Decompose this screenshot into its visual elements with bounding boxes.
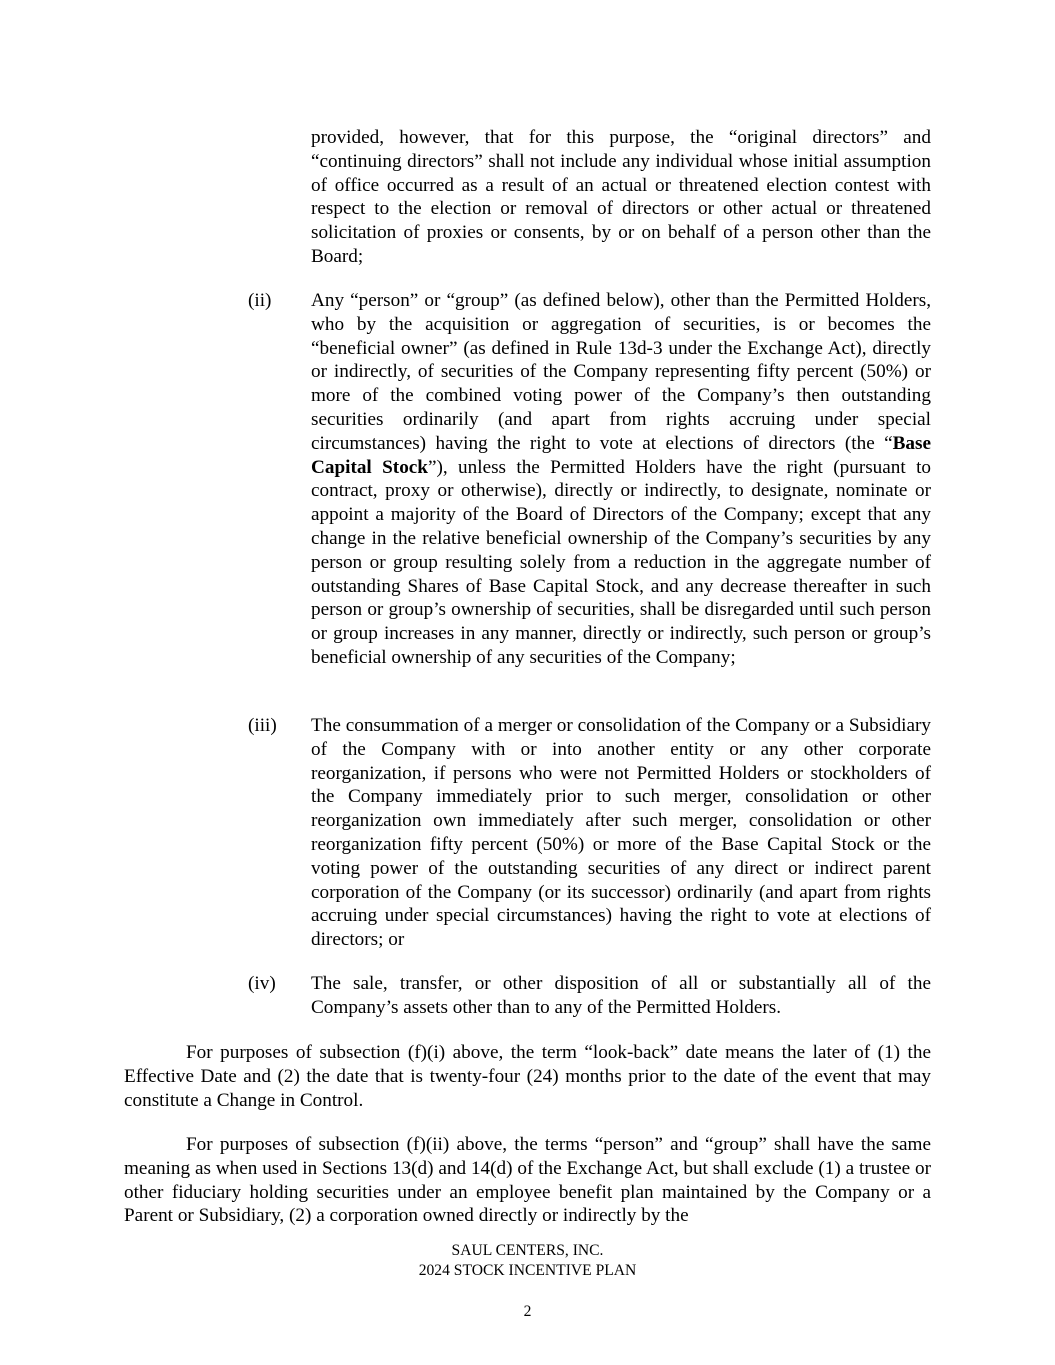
item-number-iv: (iv): [248, 973, 276, 994]
continuation-paragraph: provided, however, that for this purpose, the “original directors” and “continuing directors” shall not include any individual whose initial assumption of office occurred as a result of an actual or threatened election contest with respect to the election or removal of directors or other actual or threatened solicitation of proxies or consents, by or on behalf of a person other than the Board;: [311, 127, 931, 267]
item-text-ii: [311, 289, 931, 670]
item-number-ii: (ii): [248, 290, 272, 311]
footer-company: SAUL CENTERS, INC.: [451, 1242, 604, 1259]
body-paragraph-look-back: For purposes of subsection (f)(i) above, the term “look-back” date means the later of (1) the Effective Date and (2) the date that is twenty-four (24) months prior to the date of the event that may constitute a Change in Control.: [124, 1042, 931, 1111]
item-text-iii: The consummation of a merger or consolidation of the Company or a Subsidiary of the Company with or into another entity or any other corporate reorganization, if persons who were not Permitted Holders or stockholders of the Company immediately prior to such merger, consolidation or other reorganization own immediately after such merger, consolidation or other reorganization fifty percent (50%) or more of the Base Capital Stock or the voting power of the outstanding securities of any direct or indirect parent corporation of the Company (or its successor) ordinarily (and apart from rights accruing under special circumstances) having the right to vote at elections of directors; or: [311, 715, 931, 951]
item-text-iv: The sale, transfer, or other disposition of all or substantially all of the Company’s assets other than to any of the Permitted Holders.: [311, 973, 931, 1018]
defined-term-base-capital-stock: Base Capital Stock: [311, 432, 931, 478]
footer-page-number: 2: [523, 1303, 532, 1320]
body-paragraph-person-group: For purposes of subsection (f)(ii) above, the terms “person” and “group” shall have the same meaning as when used in Sections 13(d) and 14(d) of the Exchange Act, but shall exclude (1) a trustee or other fiduciary holding securities under an employee benefit plan maintained by the Company or a Parent or Subsidiary, (2) a corporation owned directly or indirectly by the: [124, 1134, 931, 1227]
item-text-ii-part2: ”), unless the Permitted Holders have the right (pursuant to contract, proxy or otherwise), directly or indirectly, to designate, nominate or appoint a majority of the Board of Directors of the Company; except that any change in the relative beneficial ownership of the Company’s securities by any person or group resulting solely from a reduction in the aggregate number of outstanding Shares of Base Capital Stock, and any decrease thereafter in such person or group’s ownership of securities, shall be disregarded until such person or group increases in any manner, directly or indirectly, such person or group’s beneficial ownership of any securities of the Company;: [311, 456, 932, 668]
footer-plan-title: 2024 STOCK INCENTIVE PLAN: [418, 1262, 637, 1279]
item-number-iii: (iii): [248, 715, 277, 736]
item-text-ii-part1: Any “person” or “group” (as defined below), other than the Permitted Holders, who by the acquisition or aggregation of securities, is or becomes the “beneficial owner” (as defined in Rule 13d-3 under the Exchange Act), directly or indirectly, of securities of the Company representing fifty percent (50%) or more of the combined voting power of the Company’s then outstanding securities ordinarily (and apart from rights accruing under special circumstances) having the right to vote at elections of directors (the “: [311, 290, 931, 454]
